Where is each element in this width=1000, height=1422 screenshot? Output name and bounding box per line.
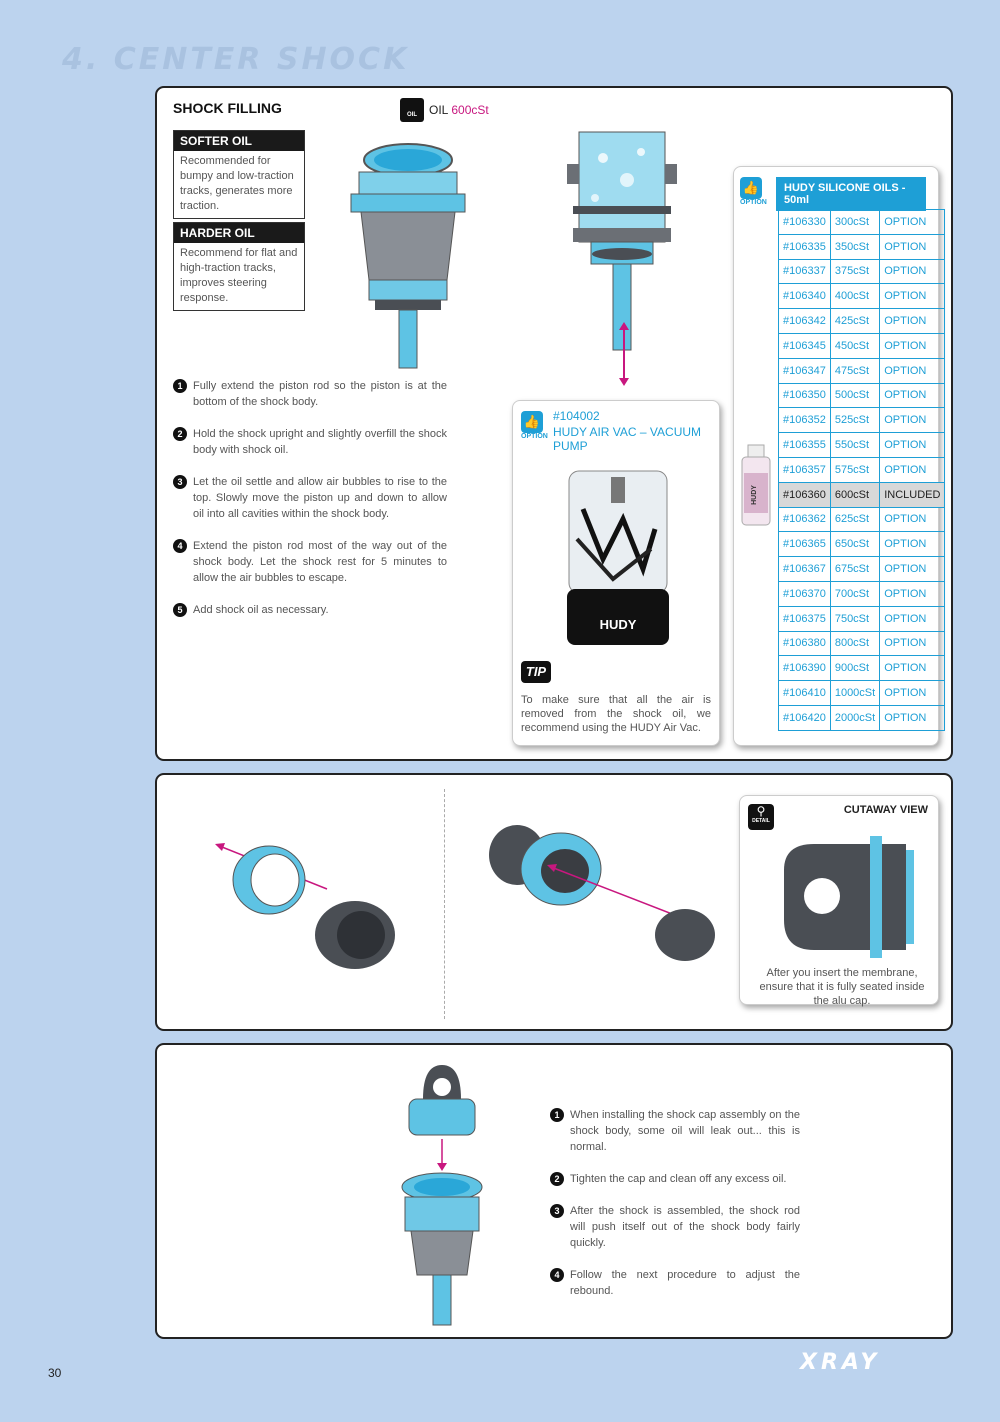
harder-oil-text: Recommend for flat and high-traction tracks, improves steering response. [180, 247, 298, 304]
thumbs-up-icon: 👍 [521, 411, 543, 433]
oil-part-cell: #106420 [779, 705, 831, 730]
cutaway-cap-illustration [774, 830, 924, 960]
oil-visc-cell: 375cSt [830, 259, 879, 284]
oil-status-cell: OPTION [880, 383, 945, 408]
oil-status-cell: OPTION [880, 234, 945, 259]
air-vac-name: HUDY AIR VAC – VACUUM PUMP [553, 425, 702, 453]
oil-row [779, 284, 945, 309]
oil-visc-cell: 2000cSt [830, 705, 879, 730]
shock-cap-assembly-illustration [397, 1059, 487, 1329]
assembly-step: 3 After the shock is assembled, the shock rod will push itself out of the shock body fairly quickly. [550, 1203, 800, 1251]
oil-status-cell: OPTION [880, 532, 945, 557]
oil-row [779, 705, 945, 730]
membrane-panel [155, 773, 953, 1031]
oil-part-cell: #106410 [779, 681, 831, 706]
oil-part-cell: #106355 [779, 433, 831, 458]
oil-part-cell: #106390 [779, 656, 831, 681]
oil-visc-cell: 650cSt [830, 532, 879, 557]
oil-part-cell: #106380 [779, 631, 831, 656]
oil-row [779, 457, 945, 482]
oil-row [779, 408, 945, 433]
oil-status-cell: OPTION [880, 358, 945, 383]
oil-bottle-illustration [738, 443, 774, 527]
oil-row [779, 482, 945, 507]
oil-part-cell: #106357 [779, 457, 831, 482]
oil-part-cell: #106337 [779, 259, 831, 284]
air-vac-card [512, 400, 720, 746]
oil-status-cell: OPTION [880, 259, 945, 284]
oil-visc-cell: 300cSt [830, 210, 879, 235]
detail-label: DETAIL [752, 818, 770, 824]
hudy-logo: HUDY [599, 617, 637, 632]
cap-membrane-insert-illustration [485, 819, 725, 969]
tip-badge: TIP [521, 661, 551, 683]
oil-row [779, 581, 945, 606]
shock-filling-steps [173, 378, 447, 618]
air-vac-pump-illustration [563, 469, 673, 649]
oil-visc-cell: 500cSt [830, 383, 879, 408]
harder-oil-title: HARDER OIL [174, 223, 304, 243]
oil-part-cell: #106330 [779, 210, 831, 235]
oil-status-cell: OPTION [880, 606, 945, 631]
oil-row [779, 259, 945, 284]
silicone-oils-table [778, 209, 945, 731]
filling-step: 3 Let the oil settle and allow air bubbles to rise to the top. Slowly move the piston up and down to allow oil into all cavities within the shock body. [173, 474, 447, 522]
softer-oil-text: Recommended for bumpy and low-traction tracks, generates more traction. [180, 155, 294, 212]
oil-status-cell: OPTION [880, 457, 945, 482]
oil-status-cell: OPTION [880, 557, 945, 582]
filling-step: 1 Fully extend the piston rod so the piston is at the bottom of the shock body. [173, 378, 447, 410]
oil-row [779, 606, 945, 631]
page-title: 4. CENTER SHOCK [62, 42, 410, 77]
oil-status-cell: OPTION [880, 507, 945, 532]
oil-row [779, 656, 945, 681]
oil-visc-cell: 800cSt [830, 631, 879, 656]
oil-part-cell: #106342 [779, 309, 831, 334]
tip-text: To make sure that all the air is removed from the shock oil, we recommend using the HUDY Air Vac. [521, 694, 711, 734]
shock-filling-panel [155, 86, 953, 761]
shock-cutaway-illustration [563, 128, 703, 388]
oil-visc-cell: 625cSt [830, 507, 879, 532]
oil-visc-cell: 1000cSt [830, 681, 879, 706]
cutaway-card [739, 795, 939, 1005]
oil-row [779, 333, 945, 358]
page-number: 30 [48, 1366, 62, 1380]
assembly-step: 4 Follow the next procedure to adjust the rebound. [550, 1267, 800, 1299]
harder-oil-box [173, 222, 305, 311]
oil-visc-cell: 450cSt [830, 333, 879, 358]
oil-visc-cell: 600cSt [830, 482, 879, 507]
silicone-oils-title: HUDY SILICONE OILS - 50ml [776, 177, 926, 211]
oil-row [779, 532, 945, 557]
oil-visc-cell: 750cSt [830, 606, 879, 631]
bottle-logo: HUDY [751, 485, 758, 505]
cap-membrane-exploded-illustration [207, 835, 407, 975]
oil-part-cell: #106360 [779, 482, 831, 507]
oil-visc-cell: 425cSt [830, 309, 879, 334]
softer-oil-box [173, 130, 305, 219]
cutaway-title: CUTAWAY VIEW [843, 804, 928, 816]
oil-value: 600cSt [451, 103, 489, 117]
oil-part-cell: #106352 [779, 408, 831, 433]
option-label: OPTION [521, 433, 548, 440]
silicone-oils-card [733, 166, 939, 746]
oil-part-cell: #106367 [779, 557, 831, 582]
shock-filling-title: SHOCK FILLING [173, 100, 282, 116]
oil-callout [400, 98, 489, 122]
oil-status-cell: OPTION [880, 309, 945, 334]
oil-row [779, 631, 945, 656]
oil-part-cell: #106335 [779, 234, 831, 259]
oil-visc-cell: 525cSt [830, 408, 879, 433]
oil-visc-cell: 350cSt [830, 234, 879, 259]
xray-logo: XRAY [800, 1350, 881, 1375]
oil-row [779, 557, 945, 582]
oil-part-cell: #106365 [779, 532, 831, 557]
oil-part-cell: #106370 [779, 581, 831, 606]
air-vac-part-no: #104002 [553, 409, 600, 423]
oil-status-cell: OPTION [880, 705, 945, 730]
oil-row [779, 507, 945, 532]
assembly-step: 2 Tighten the cap and clean off any excess oil. [550, 1171, 800, 1187]
oil-status-cell: OPTION [880, 631, 945, 656]
oil-part-cell: #106350 [779, 383, 831, 408]
oil-row [779, 681, 945, 706]
oil-row [779, 383, 945, 408]
oil-status-cell: OPTION [880, 433, 945, 458]
oil-part-cell: #106362 [779, 507, 831, 532]
filling-step: 2 Hold the shock upright and slightly overfill the shock body with shock oil. [173, 426, 447, 458]
option-label: OPTION [740, 199, 767, 206]
oil-status-cell: OPTION [880, 210, 945, 235]
oil-label: OIL [429, 103, 449, 117]
oil-part-cell: #106345 [779, 333, 831, 358]
oil-status-cell: OPTION [880, 408, 945, 433]
filling-step: 4 Extend the piston rod most of the way out of the shock body. Let the shock rest for 5 minutes to allow the air bubbles to escape. [173, 538, 447, 586]
assembly-step: 1 When installing the shock cap assembly on the shock body, some oil will leak out... this is normal. [550, 1107, 800, 1155]
oil-part-cell: #106340 [779, 284, 831, 309]
oil-part-cell: #106347 [779, 358, 831, 383]
softer-oil-title: SOFTER OIL [174, 131, 304, 151]
oil-status-cell: OPTION [880, 581, 945, 606]
oil-row [779, 358, 945, 383]
cutaway-text: After you insert the membrane, ensure that it is fully seated inside the alu cap. [759, 967, 925, 1007]
oil-visc-cell: 900cSt [830, 656, 879, 681]
oil-visc-cell: 550cSt [830, 433, 879, 458]
filling-step: 5 Add shock oil as necessary. [173, 602, 447, 618]
oil-status-cell: OPTION [880, 681, 945, 706]
magnifier-icon: ⚲ DETAIL [748, 804, 774, 830]
oil-visc-cell: 700cSt [830, 581, 879, 606]
oil-status-cell: OPTION [880, 333, 945, 358]
oil-row [779, 309, 945, 334]
oil-icon: OIL [400, 98, 424, 122]
shock-body-filled-illustration [343, 130, 473, 370]
oil-row [779, 234, 945, 259]
divider [444, 789, 445, 1019]
oil-visc-cell: 675cSt [830, 557, 879, 582]
oil-row [779, 433, 945, 458]
oil-visc-cell: 400cSt [830, 284, 879, 309]
oil-visc-cell: 475cSt [830, 358, 879, 383]
oil-status-cell: OPTION [880, 656, 945, 681]
oil-row [779, 210, 945, 235]
thumbs-up-icon: 👍 [740, 177, 762, 199]
oil-status-cell: OPTION [880, 284, 945, 309]
oil-visc-cell: 575cSt [830, 457, 879, 482]
cap-assembly-steps [550, 1107, 800, 1299]
oil-status-cell: INCLUDED [880, 482, 945, 507]
cap-assembly-panel [155, 1043, 953, 1339]
oil-part-cell: #106375 [779, 606, 831, 631]
